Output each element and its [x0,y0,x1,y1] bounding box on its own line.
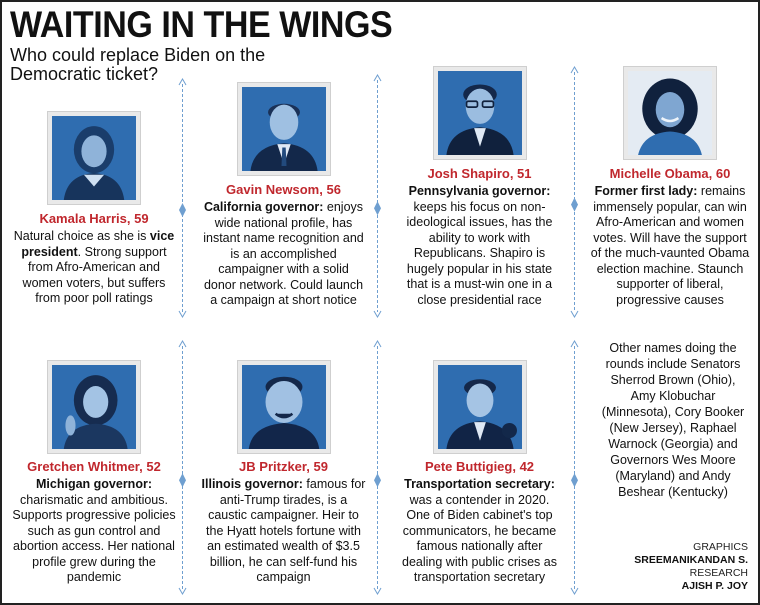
divider-2 [373,74,382,318]
portrait-photo [48,361,140,453]
candidate-card [585,67,755,308]
research-label: RESEARCH [689,567,748,579]
portrait-gretchen-whitmer-icon [52,365,136,449]
research-credit: AJISH P. JOY [681,580,748,592]
other-names-note: Other names doing the rounds include Senators Sherrod Brown (Ohio), Amy Klobuchar (Minnesota), Cory Booker (New Jersey), Raphael Warnock (Georgia) and Governors Wes Moore (Maryland) and Andy Beshear (Kentucky) [601,341,745,499]
portrait-josh-shapiro-icon [438,71,522,155]
divider-3 [570,66,579,318]
portrait-photo [48,112,140,204]
candidate-name: Pete Buttigieg, 42 [424,459,535,474]
candidate-name: Gretchen Whitmer, 52 [27,459,161,474]
portrait-gavin-newsom-icon [242,87,326,171]
portrait-michelle-obama-icon [628,71,712,155]
credits [634,541,748,593]
portrait-photo [238,83,330,175]
portrait-photo [624,67,716,159]
portrait-photo [434,361,526,453]
headline: WAITING IN THE WINGS [10,4,393,45]
divider-6 [570,340,579,595]
candidate-name: Kamala Harris, 59 [39,211,149,226]
candidate-description: Michigan governor: charismatic and ambitious. Supports progressive policies such as gun control and abortion access. Her national profile grew during the pandemic [12,477,176,584]
divider-5 [373,340,382,595]
candidate-description: Former first lady: remains immensely popular, can win Afro-American and women votes. Will have the support of the much-vaunted Obama election machine. Staunch supporter of liberal, progressive causes [590,184,750,307]
candidate-description: Natural choice as she is vice president. Strong support from Afro-American and women voters, but suffers from poor poll ratings [13,229,175,305]
candidate-name: JB Pritzker, 59 [239,459,328,474]
portrait-pete-buttigieg-icon [438,365,522,449]
portrait-photo [238,361,330,453]
candidate-card [8,361,180,586]
portrait-jb-pritzker-icon [242,365,326,449]
candidate-description: Transportation secretary: was a contender in 2020. One of Biden cabinet's top communicators, he became famous nationally after dealing with public crises as transportation secretary [402,477,557,584]
candidate-card [196,83,371,309]
candidate-card [392,67,567,308]
candidate-description: California governor: enjoys wide national profile, has instant name recognition and is an accomplished campaigner with a solid donor network. Could launch a campaign at short notice [203,200,364,307]
candidate-card [392,361,567,586]
subheadline: Who could replace Biden on the Democratic ticket? [10,45,266,84]
candidate-name: Gavin Newsom, 56 [226,182,341,197]
candidate-description: Pennsylvania governor: keeps his focus on non-ideological issues, has the ability to work with Republicans. Shapiro is hugely popular in his state that is a must-win one in a close presidential race [406,184,553,307]
candidate-card [8,112,180,307]
candidate-name: Josh Shapiro, 51 [427,166,532,181]
portrait-photo [434,67,526,159]
candidate-name: Michelle Obama, 60 [609,166,731,181]
candidate-card [196,361,371,586]
graphics-label: GRAPHICS [693,541,748,553]
portrait-kamala-harris-icon [52,116,136,200]
candidate-description: Illinois governor: famous for anti-Trump tirades, is a caustic campaigner. Heir to the Hyatt hotels fortune with an estimated wealth of $3.5 billion, he can self-fund his campaign [201,477,366,584]
graphics-credit: SREEMANIKANDAN S. [634,554,748,566]
